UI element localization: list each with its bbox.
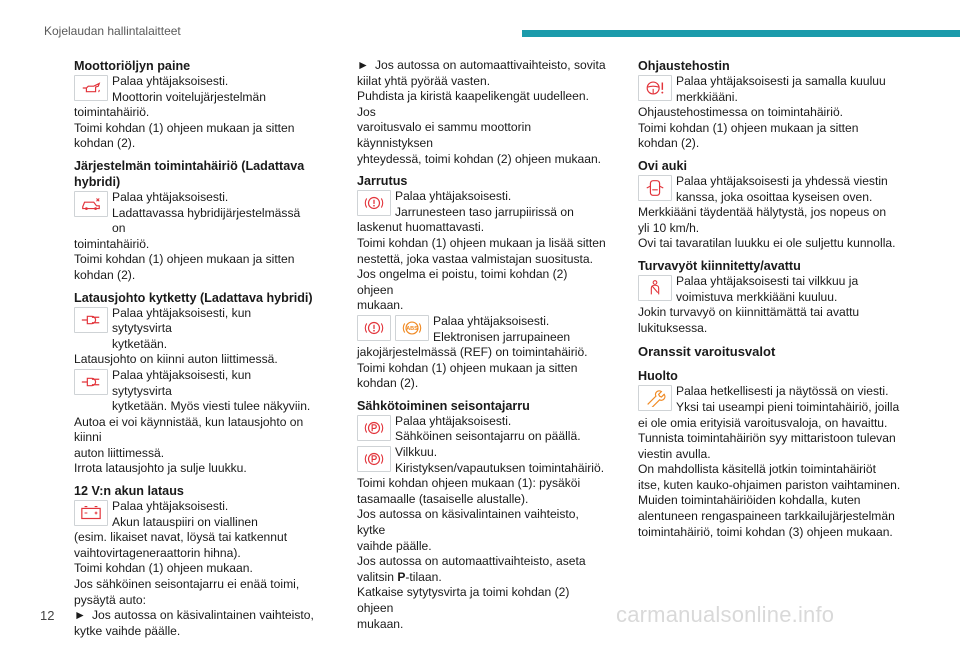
steering-wheel-icon bbox=[638, 75, 672, 101]
column-left bbox=[74, 58, 314, 645]
arrow-icon: ► bbox=[357, 58, 369, 72]
door-open-icon bbox=[638, 175, 672, 201]
section-title: Moottoriöljyn paine bbox=[74, 59, 191, 73]
section-heading-orange-warnings: Oranssit varoitusvalot bbox=[638, 344, 776, 360]
wrench-icon bbox=[638, 385, 672, 411]
plug-icon bbox=[74, 369, 108, 395]
section-oil-pressure: Moottoriöljyn paine Palaa yhtäjaksoisesti. Moottorin voitelujärjestelmän toimintahäiriö. Toimi kohdan (1) ohjeen mukaan ja sitten kohdan (2). bbox=[74, 58, 314, 152]
plug-icon bbox=[74, 307, 108, 333]
section-power-steering: Ohjaustehostin Palaa yhtäjaksoisesti ja samalla kuuluu merkkiääni. Ohjaustehostimessa on toimintahäiriö. Toimi kohdan (1) ohjeen mukaan ja sitten kohdan (2). bbox=[638, 58, 904, 152]
abs-label: ABS bbox=[406, 326, 418, 333]
section-title: Järjestelmän toimintahäiriö (Ladattava hybridi) bbox=[74, 158, 305, 189]
section-title: Latausjohto kytketty (Ladattava hybridi) bbox=[74, 290, 313, 305]
section-title: Huolto bbox=[638, 369, 678, 384]
battery-icon bbox=[74, 500, 108, 526]
section-battery-charging: 12 V:n akun lataus Palaa yhtäjaksoisesti. Akun latauspiiri on viallinen (esim. likaiset navat, löysä tai katkennut vaihtovirtageneraattorin hihna). Toimi kohdan (1) ohjeen mukaan. Jos sähköinen seisontajarru ei enää toimi, pysäytä auto: ► Jos autossa on käsivalintainen vaihteisto, kytke vaihde päälle. bbox=[74, 484, 314, 638]
abs-icon bbox=[395, 315, 429, 341]
oil-can-icon bbox=[74, 75, 108, 101]
arrow-icon: ► bbox=[74, 608, 86, 623]
brake-warning-icon bbox=[357, 315, 391, 341]
section-braking: Jarrutus Palaa yhtäjaksoisesti. Jarrunesteen taso jarrupiirissä on laskenut huomattavasti. Toimi kohdan (1) ohjeen mukaan ja lisää sitten nestettä, joka vastaa valmistajan suositusta. Jos ongelma ei poistu, toimi kohdan (2) ohjeen mukaan. ABS Palaa yhtäjaksoisesti. Elektronisen jarrupaineen jakojärjestelmässä (REF) on toimintahäiriö. Toimi kohdan (1) ohjeen mukaan ja sitten kohdan (2). bbox=[357, 174, 606, 391]
section-header-title: Kojelaudan hallintalaitteet bbox=[44, 24, 181, 38]
section-charging-cable: Latausjohto kytketty (Ladattava hybridi) Palaa yhtäjaksoisesti, kun sytytysvirta kytketään. Latausjohto on kiinni auton liittimessä. Palaa yhtäjaksoisesti, kun sytytysvirta kytketään. Myös viesti tulee näkyviin. Autoa ei voi käynnistää, kun latausjohto on kiinni auton liittimessä. Irrota latausjohto ja sulje luukku. bbox=[74, 290, 313, 476]
section-electric-parking-brake: Sähkötoiminen seisontajarru Palaa yhtäjaksoisesti. Sähköinen seisontajarru on päällä. Vilkkuu. Kiristyksen/vapautuksen toimintahäiriö. Toimi kohdan ohjeen mukaan (1): pysäköi tasamaalle (tasaiselle alustalle). Jos autossa on käsivalintainen vaihteisto, kytke vaihde päälle. Jos autossa on automaattivaihteisto, aseta valitsin P-tilaan. Katkaise sytytysvirta ja toimi kohdan (2) ohjeen mukaan. bbox=[357, 398, 607, 632]
section-system-fault: Järjestelmän toimintahäiriö (Ladattava hybridi) Palaa yhtäjaksoisesti. Ladattavassa hybridijärjestelmässä on toimintahäiriö. Toimi kohdan (1) ohjeen mukaan ja sitten kohdan (2). bbox=[74, 158, 314, 284]
section-title: Sähkötoiminen seisontajarru bbox=[357, 398, 530, 413]
column-middle bbox=[357, 58, 607, 638]
section-title: Ovi auki bbox=[638, 158, 687, 173]
parking-brake-icon bbox=[357, 415, 391, 441]
car-fault-icon bbox=[74, 191, 108, 217]
section-title: Ohjaustehostin bbox=[638, 59, 730, 73]
section-title: 12 V:n akun lataus bbox=[74, 484, 184, 499]
header-accent-bar bbox=[522, 30, 960, 37]
page-number: 12 bbox=[40, 608, 55, 623]
parking-brake-icon bbox=[357, 446, 391, 472]
section-service: Huolto Palaa hetkellisesti ja näytössä on viesti. Yksi tai useampi pieni toimintahäiriö, joilla ei ole omia erityisiä varoitusvaloja, on havaittu. Tunnista toimintahäiriön syy mittaristoon tulevan viestin avulla. On mahdollista käsitellä jotkin toimintahäiriöt itse, kuten kauko-ohjaimen pariston vaihtaminen. Muiden toimintahäiriöiden kohdalla, kuten alentuneen rengaspaineen tarkkailujärjestelmän toimintahäiriö, toimi kohdan (3) ohjeen mukaan. bbox=[638, 368, 904, 540]
section-seatbelts: Turvavyöt kiinnitetty/avattu Palaa yhtäjaksoisesti tai vilkkuu ja voimistuva merkkiääni kuuluu. Jokin turvavyö on kiinnittämättä tai avattu lukituksessa. bbox=[638, 258, 904, 336]
seatbelt-icon bbox=[638, 275, 672, 301]
column-right bbox=[638, 58, 904, 546]
brake-warning-icon bbox=[357, 190, 391, 216]
section-title: Turvavyöt kiinnitetty/avattu bbox=[638, 258, 801, 273]
section-title: Jarrutus bbox=[357, 174, 408, 189]
watermark: carmanualsonline.info bbox=[616, 602, 835, 627]
section-continued: ► Jos autossa on automaattivaihteisto, sovita kiilat yhtä pyörää vasten. Puhdista ja kiristä kaapelikengät uudelleen. Jos varoitusvalo ei sammu moottorin käynnistyksen yhteydessä, toimi kohdan (2) ohjeen mukaan. bbox=[357, 58, 606, 166]
section-door-open: Ovi auki Palaa yhtäjaksoisesti ja yhdessä viestin kanssa, joka osoittaa kyseisen oven. Merkkiääni täydentää hälytystä, jos nopeus on yli 10 km/h. Ovi tai tavaratilan luukku ei ole suljettu kunnolla. bbox=[638, 158, 904, 252]
